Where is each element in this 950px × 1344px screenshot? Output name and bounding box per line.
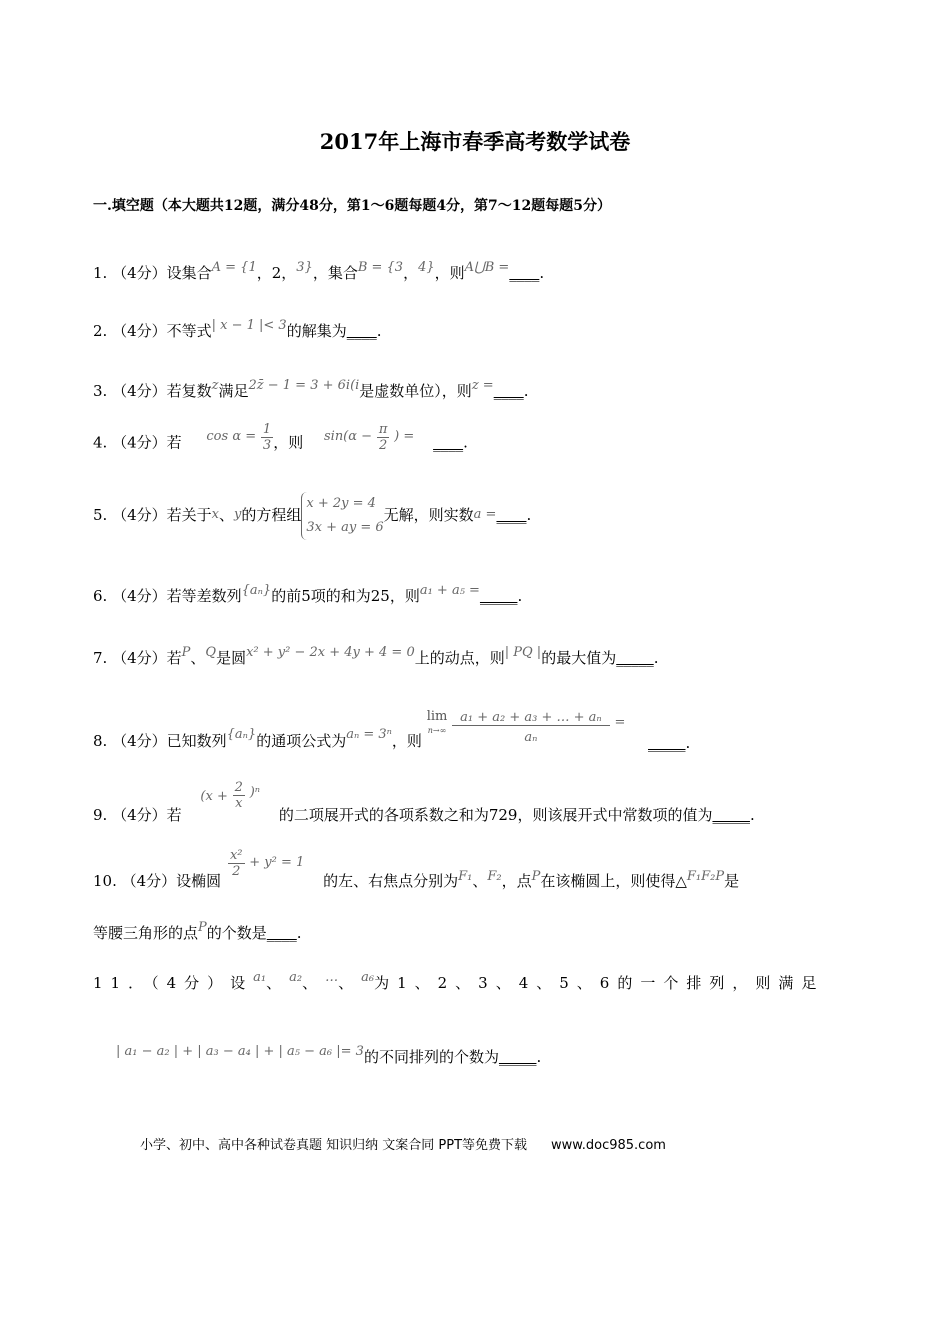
answer-blank: ____ — [493, 382, 524, 400]
answer-blank: ____ — [509, 264, 540, 282]
question-5: 5. （4分）若关于x、y的方程组 x + 2y = 4 3x + ay = 6 无解，则实数a =____. — [93, 492, 531, 540]
answer-blank: _____ — [648, 734, 686, 752]
answer-blank: _____ — [712, 805, 750, 824]
question-10: 10. （4分）设椭圆 $\frac{\text{x²}}{2}$ + y² = 1 的左、右焦点分别为F₁、F₂，点P在该椭圆上，则使得△F₁F₂P是 — [93, 848, 740, 890]
answer-blank: ____ — [433, 433, 464, 452]
question-3: 3. （4分）若复数z满足2z̄ − 1 = 3 + 6i(i是虚数单位），则z =____. — [93, 378, 529, 400]
answer-blank: ____ — [496, 506, 527, 524]
answer-blank: ____ — [266, 924, 297, 942]
answer-blank: ____ — [346, 322, 377, 340]
question-4: 4. （4分）若 cos α = $\frac{1}{3}$ ，则 sin(α − $\frac{\pi}{2}$ ) = ____. — [93, 422, 468, 453]
footer-site-link[interactable]: www.doc985.com — [551, 1138, 666, 1153]
answer-blank: _____ — [616, 649, 654, 667]
question-2: 2. （4分）不等式| x − 1 |< 3的解集为____. — [93, 318, 382, 340]
page-title: 2017年上海市春季高考数学试卷 — [319, 129, 631, 154]
question-7: 7. （4分）若P、Q是圆x² + y² − 2x + 4y + 4 = 0上的动点，则| PQ |的最大值为_____. — [93, 645, 659, 667]
answer-blank: _____ — [498, 1048, 537, 1066]
question-11-line-2: | a₁ − a₂ | + | a₃ − a₄ | + | a₅ − a₆ |= 3的不同排列的个数为_____. — [116, 1044, 542, 1066]
equation-system: x + 2y = 4 3x + ay = 6 — [301, 492, 383, 540]
question-1: 1. （4分）设集合A = {1，2，3}，集合B = {3，4}，则A⋃B =____. — [93, 260, 545, 282]
question-10-line-2: 等腰三角形的点P的个数是____. — [93, 920, 302, 942]
question-11: 11．（4分）设a₁、a₂、…、a₆为1、2、3、4、5、6的一个排列，则满足 — [93, 970, 825, 992]
answer-blank: _____ — [479, 587, 518, 605]
section-heading: 一.填空题（本大题共12题，满分48分，第1～6题每题4分，第7～12题每题5分） — [93, 198, 612, 214]
footer-text: 小学、初中、高中各种试卷真题 知识归纳 文案合同 PPT等免费下载 — [140, 1138, 528, 1153]
question-9: 9. （4分）若 (x + $\frac{2}{x}$ )ⁿ 的二项展开式的各项系数之和为729，则该展开式中常数项的值为_____. — [93, 780, 755, 824]
question-8: 8. （4分）已知数列{aₙ}的通项公式为aₙ = 3ⁿ，则 lim n→∞ $\frac{\text{a₁ + a₂ + a₃ + … + aₙ}}{\text{aₙ}}$ = _____. — [93, 709, 691, 752]
question-6: 6. （4分）若等差数列{aₙ}的前5项的和为25，则a₁ + a₅ =_____. — [93, 583, 523, 605]
footer — [140, 1134, 666, 1153]
